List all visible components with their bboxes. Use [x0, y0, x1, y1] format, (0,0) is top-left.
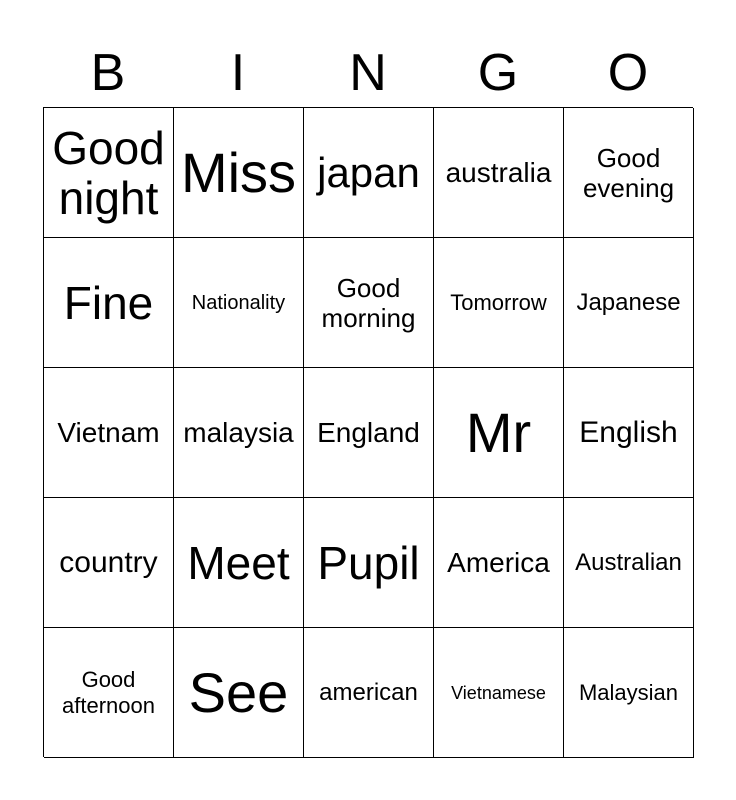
- cell-text: country: [59, 545, 158, 579]
- cell-text: Mr: [465, 400, 532, 464]
- bingo-cell[interactable]: [434, 108, 564, 238]
- cell-text: Australian: [575, 548, 682, 576]
- cell-text: Good night: [52, 121, 165, 224]
- cell-text: Malaysian: [578, 679, 679, 705]
- header-letter-n: N: [349, 44, 387, 102]
- bingo-cell[interactable]: [564, 108, 694, 238]
- bingo-cell[interactable]: [304, 498, 434, 628]
- cell-text: australia: [445, 156, 552, 188]
- header-letter-i: I: [230, 44, 246, 102]
- cell-text: american: [319, 678, 418, 706]
- cell-text: See: [188, 660, 289, 724]
- bingo-cell[interactable]: [564, 238, 694, 368]
- bingo-cell[interactable]: [174, 368, 304, 498]
- bingo-cell[interactable]: [434, 628, 564, 758]
- bingo-cell[interactable]: [44, 498, 174, 628]
- cell-text: England: [317, 416, 420, 448]
- cell-text: malaysia: [183, 416, 294, 448]
- bingo-cell[interactable]: [44, 108, 174, 238]
- bingo-cell[interactable]: [174, 108, 304, 238]
- cell-text: Miss: [180, 140, 297, 204]
- cell-text: Meet: [187, 536, 290, 589]
- cell-text: Tomorrow: [450, 289, 547, 315]
- cell-text: Nationality: [191, 291, 286, 314]
- bingo-cell[interactable]: [304, 368, 434, 498]
- bingo-cell[interactable]: [304, 238, 434, 368]
- bingo-grid: [43, 107, 693, 757]
- cell-text: America: [447, 546, 550, 578]
- cell-text: Pupil: [317, 536, 420, 589]
- header-letter-o: O: [607, 44, 649, 102]
- bingo-cell[interactable]: [174, 238, 304, 368]
- cell-text: Vietnamese: [451, 682, 546, 703]
- cell-text: Good afternoon: [62, 666, 155, 718]
- bingo-cell[interactable]: [564, 368, 694, 498]
- cell-text: Vietnam: [57, 416, 160, 448]
- cell-text: Fine: [63, 276, 154, 329]
- cell-text: japan: [317, 148, 420, 196]
- cell-text: English: [579, 415, 678, 449]
- bingo-cell[interactable]: [44, 628, 174, 758]
- bingo-cell[interactable]: [44, 238, 174, 368]
- bingo-cell[interactable]: [44, 368, 174, 498]
- bingo-cell[interactable]: [434, 498, 564, 628]
- cell-text: Good evening: [582, 142, 675, 203]
- cell-text: Good morning: [321, 272, 416, 333]
- bingo-header: [43, 40, 693, 106]
- cell-text: Japanese: [576, 288, 681, 316]
- bingo-cell[interactable]: [174, 628, 304, 758]
- bingo-cell[interactable]: [434, 238, 564, 368]
- bingo-cell[interactable]: [174, 498, 304, 628]
- header-letter-g: G: [477, 44, 519, 102]
- bingo-cell[interactable]: [564, 628, 694, 758]
- bingo-cell[interactable]: [564, 498, 694, 628]
- bingo-cell[interactable]: [304, 108, 434, 238]
- bingo-cell[interactable]: [434, 368, 564, 498]
- header-letter-b: B: [90, 44, 126, 102]
- bingo-cell[interactable]: [304, 628, 434, 758]
